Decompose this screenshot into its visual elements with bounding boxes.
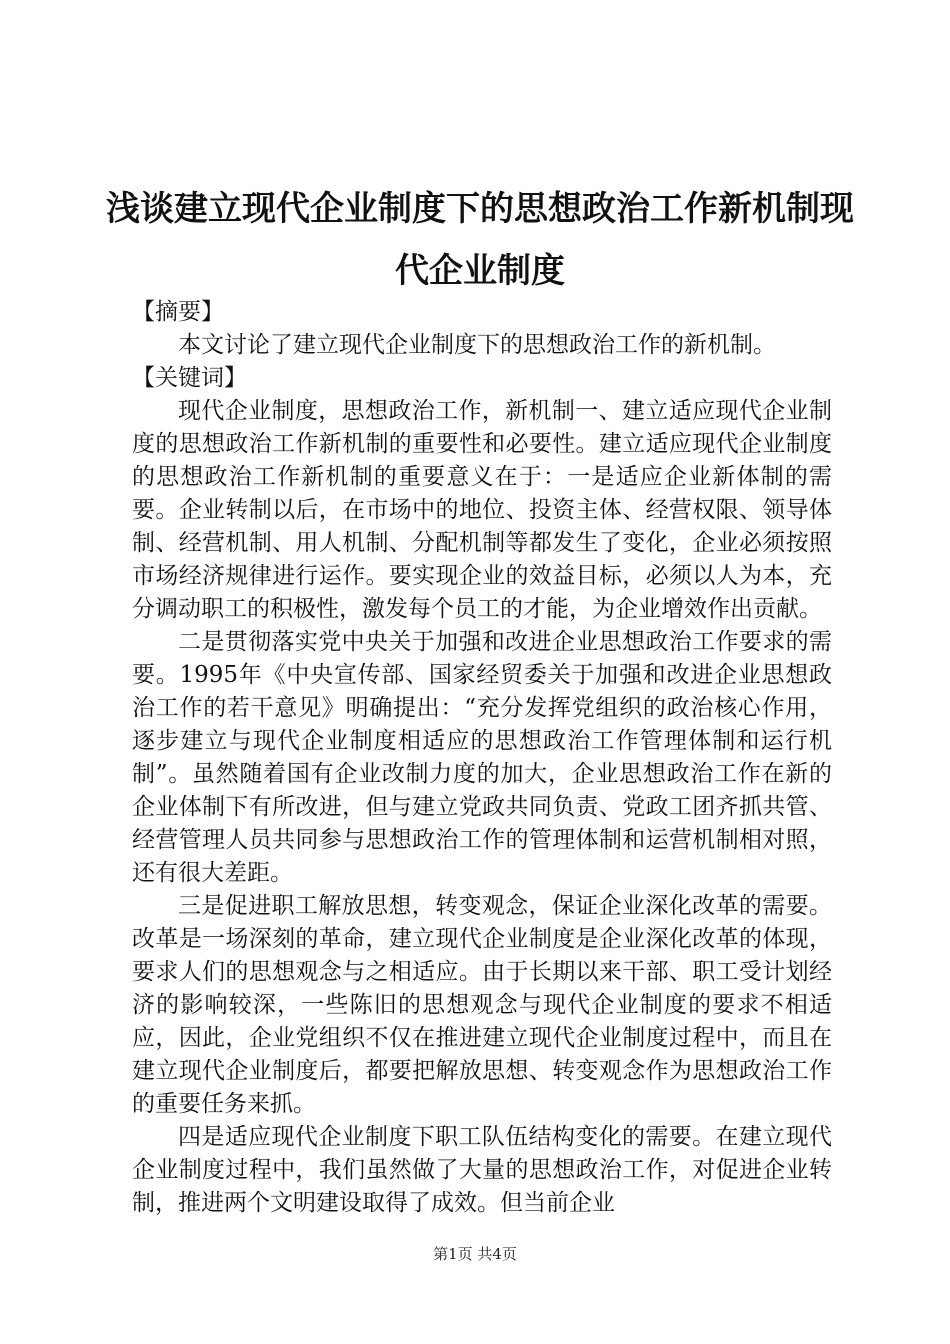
document-body (132, 296, 832, 1220)
abstract-text: 本文讨论了建立现代企业制度下的思想政治工作的新机制。 (178, 332, 776, 358)
paragraph-2: 二是贯彻落实党中央关于加强和改进企业思想政治工作要求的需要。1995年《中央宣传部、国家经贸委关于加强和改进企业思想政治工作的若干意见》明确提出：“充分发挥党组织的政治核心作用，逐步建立与现代企业制度相适应的思想政治工作管理体制和运行机制”。虽然随着国有企业改制力度的加大，企业思想政治工作在新的企业体制下有所改进，但与建立党政共同负责、党政工团齐抓共管、经营管理人员共同参与思想政治工作的管理体制和运营机制相对照，还有很大差距。 (132, 629, 832, 886)
page-footer: 第1页 共4页 (433, 1245, 517, 1263)
abstract-label: 【摘要】 (132, 299, 224, 325)
paragraph-3: 三是促进职工解放思想，转变观念，保证企业深化改革的需要。改革是一场深刻的革命，建立现代企业制度是企业深化改革的体现，要求人们的思想观念与之相适应。由于长期以来干部、职工受计划经济的影响较深，一些陈旧的思想观念与现代企业制度的要求不相适应，因此，企业党组织不仅在推进建立现代企业制度过程中，而且在建立现代企业制度后，都要把解放思想、转变观念作为思想政治工作的重要任务来抓。 (132, 893, 832, 1117)
document-title: 浅谈建立现代企业制度下的思想政治工作新机制现代企业制度 (106, 189, 854, 291)
paragraph-1: 现代企业制度，思想政治工作，新机制一、建立适应现代企业制度的思想政治工作新机制的重要性和必要性。建立适应现代企业制度的思想政治工作新机制的重要意义在于：一是适应企业新体制的需要。企业转制以后，在市场中的地位、投资主体、经营权限、领导体制、经营机制、用人机制、分配机制等都发生了变化，企业必须按照市场经济规律进行运作。要实现企业的效益目标，必须以人为本，充分调动职工的积极性，激发每个员工的才能，为企业增效作出贡献。 (132, 398, 832, 622)
keywords-label: 【关键词】 (132, 365, 247, 391)
paragraph-4: 四是适应现代企业制度下职工队伍结构变化的需要。在建立现代企业制度过程中，我们虽然做了大量的思想政治工作，对促进企业转制，推进两个文明建设取得了成效。但当前企业 (132, 1124, 832, 1216)
